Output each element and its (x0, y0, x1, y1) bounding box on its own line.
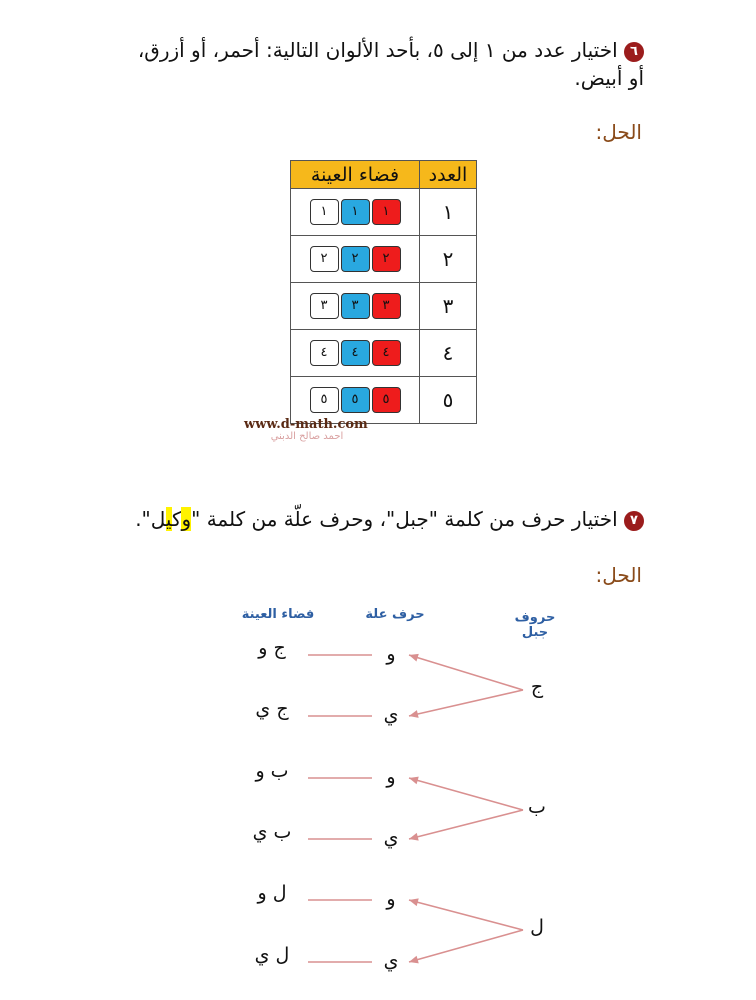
red-box: ٣ (372, 293, 401, 319)
red-box: ٥ (372, 387, 401, 413)
watermark-author: احمد صالح الدبني (270, 431, 344, 442)
question-number-badge: ٦ (624, 42, 644, 62)
blue-box: ٤ (341, 340, 370, 366)
blue-box: ٣ (341, 293, 370, 319)
solution-label-7: الحل: (595, 563, 642, 587)
question-number-badge: ٧ (624, 511, 644, 531)
watermark-url: www.d-math.com (244, 417, 368, 432)
tree-root-letter: ج (530, 676, 544, 698)
highlight-letter: و (181, 507, 192, 531)
tree-vowel-letter: ي (383, 950, 399, 972)
blue-box: ٥ (341, 387, 370, 413)
red-box: ١ (372, 199, 401, 225)
header-sample-space: فضاء العينة (241, 607, 315, 622)
row-number: ٤ (420, 330, 477, 377)
white-box: ٣ (310, 293, 339, 319)
blue-box: ١ (341, 199, 370, 225)
row-number: ٣ (420, 283, 477, 330)
tree-vowel-letter: ي (383, 827, 399, 849)
row-number: ٢ (420, 236, 477, 283)
white-box: ٢ (310, 246, 339, 272)
question-7-text-end: ل". (135, 507, 166, 531)
tree-vowel-letter: و (386, 766, 396, 788)
tree-outcome: ل و (257, 882, 287, 904)
question-7-letter: ك (171, 507, 182, 531)
highlight-letter: ي (165, 507, 172, 531)
tree-outcome: ج و (258, 637, 286, 659)
tree-vowel-letter: و (386, 888, 396, 910)
tree-outcome: ب ي (252, 821, 292, 843)
header-number: العدد (420, 161, 477, 189)
header-sample-space: فضاء العينة (291, 161, 420, 189)
blue-box: ٢ (341, 246, 370, 272)
tree-outcome: ل ي (254, 944, 290, 966)
red-box: ٢ (372, 246, 401, 272)
tree-vowel-letter: ي (383, 704, 399, 726)
tree-lines (308, 654, 523, 964)
white-box: ٥ (310, 387, 339, 413)
header-vowel: حرف علة (365, 607, 425, 622)
red-box: ٤ (372, 340, 401, 366)
white-box: ٤ (310, 340, 339, 366)
row-number: ٥ (420, 377, 477, 424)
tree-vowel-letter: و (386, 643, 396, 665)
solution-label-6: الحل: (595, 120, 642, 144)
tree-root-letter: ل (530, 916, 544, 938)
tree-root-letter: ب (528, 796, 546, 818)
tree-outcome: ب و (255, 760, 289, 782)
question-7-text: اختيار حرف من كلمة "جبل"، وحرف علّة من كلمة " (191, 507, 618, 531)
white-box: ١ (310, 199, 339, 225)
question-6-text: اختيار عدد من ١ إلى ٥، بأحد الألوان التالية: أحمر، أو أزرق، أو أبيض. (137, 38, 644, 90)
row-number: ١ (420, 189, 477, 236)
header-letters: حروف جبل (514, 610, 556, 640)
tree-outcome: ج ي (255, 698, 289, 720)
